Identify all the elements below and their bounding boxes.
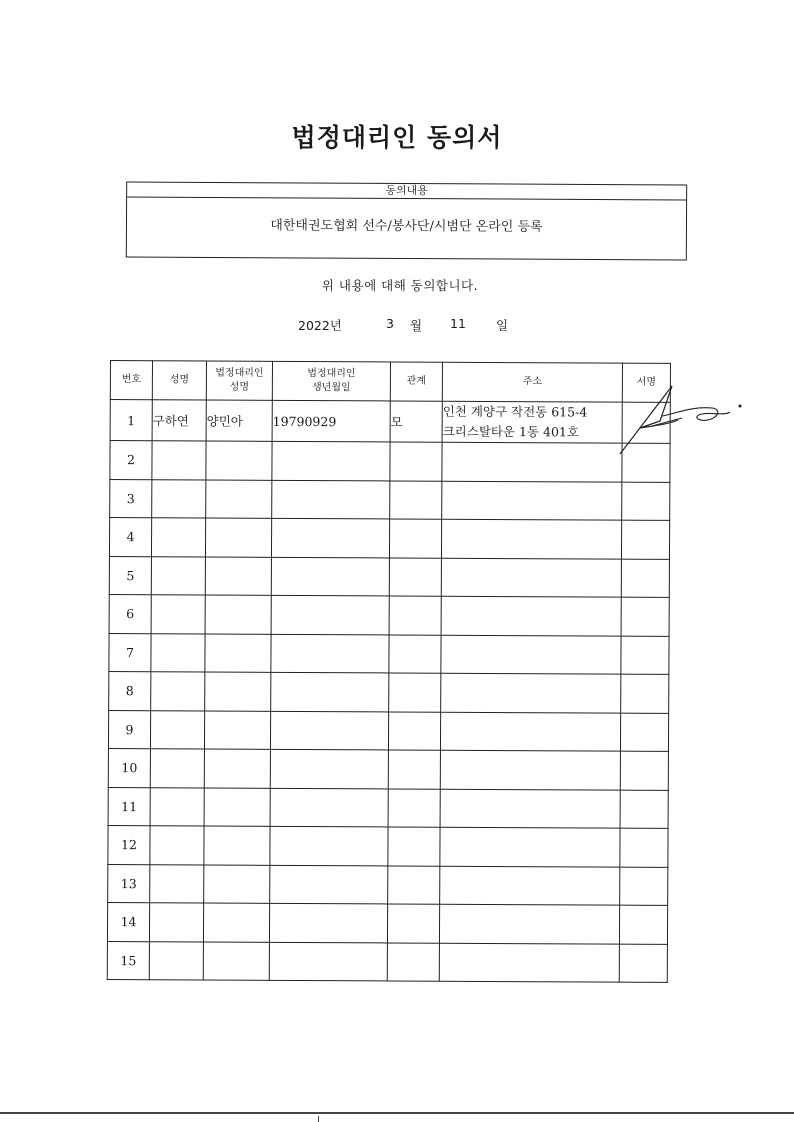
table-row: [108, 864, 668, 905]
cell-guardian-name: [205, 595, 271, 634]
cell-name: [152, 479, 206, 518]
table-row: [108, 748, 668, 789]
cell-name: [149, 941, 203, 980]
cell-guardian-birth: [270, 749, 388, 788]
consent-content-box: [126, 182, 687, 261]
cell-relation: [388, 711, 440, 750]
consent-header: 동의내용: [127, 183, 686, 201]
cell-relation: [390, 480, 442, 519]
cell-relation: [388, 827, 440, 866]
cell-guardian-name: [204, 864, 270, 903]
cell-address: [441, 519, 621, 558]
table-body: [107, 400, 670, 983]
address-line-2: 크리스탈타운 1동 401호: [442, 423, 580, 440]
cell-address: [442, 442, 622, 481]
consent-text: 대한태권도협회 선수/봉사단/시범단 온라인 등록: [270, 218, 543, 235]
table-row: [107, 941, 667, 982]
cell-no: 4: [109, 518, 151, 557]
cell-relation: [388, 788, 440, 827]
header-name: 성명: [152, 361, 206, 400]
cell-signature: [620, 713, 668, 752]
cell-guardian-name: [205, 672, 271, 711]
cell-guardian-name: [203, 941, 269, 980]
cell-address: [440, 712, 620, 751]
cell-no: 10: [108, 748, 150, 787]
cell-name: [150, 787, 204, 826]
cell-no: 12: [108, 825, 150, 864]
header-no: 번호: [110, 361, 152, 400]
cell-guardian-name: [204, 787, 270, 826]
cell-no: 11: [108, 787, 150, 826]
header-relation: 관계: [390, 362, 442, 401]
cell-relation: [387, 904, 439, 943]
cell-no: 5: [109, 556, 151, 595]
cell-name: 구하연: [152, 400, 206, 441]
bottom-edge-tick: [318, 1116, 319, 1122]
table-row: [109, 594, 669, 635]
cell-guardian-name: [204, 749, 270, 788]
date-month-label: 월: [410, 318, 423, 333]
cell-signature: [622, 482, 670, 521]
cell-signature: [620, 790, 668, 829]
cell-signature: [620, 867, 668, 906]
header-signature: 서명: [622, 363, 670, 402]
cell-name: [152, 441, 206, 480]
header-guardian-name-line1: 법정대리인: [215, 367, 264, 379]
cell-relation: [389, 557, 441, 596]
header-guardian-birth-line1: 법정대리인: [307, 368, 356, 380]
cell-address: [442, 401, 622, 443]
header-address: 주소: [442, 362, 622, 402]
cell-signature: [621, 597, 669, 636]
cell-guardian-name: [205, 557, 271, 596]
cell-address: [440, 866, 620, 905]
cell-guardian-birth: [269, 903, 387, 942]
cell-guardian-birth: [271, 595, 389, 634]
cell-no: 1: [110, 400, 152, 441]
cell-name: [151, 672, 205, 711]
cell-signature: [621, 674, 669, 713]
document-title: 법정대리인 동의서: [291, 123, 503, 152]
cell-address: [442, 481, 622, 520]
date-day: 11: [450, 316, 466, 331]
cell-guardian-birth: [271, 634, 389, 673]
cell-guardian-birth: [270, 788, 388, 827]
cell-relation: [389, 596, 441, 635]
cell-guardian-name: [206, 480, 272, 519]
cell-guardian-birth: 19790929: [272, 400, 390, 442]
cell-relation: 모: [390, 401, 442, 442]
cell-address: [441, 596, 621, 635]
bottom-edge-line: [0, 1112, 794, 1114]
cell-name: [151, 595, 205, 634]
table-row: [107, 902, 667, 943]
cell-guardian-birth: [271, 672, 389, 711]
cell-guardian-birth: [271, 557, 389, 596]
cell-name: [150, 749, 204, 788]
table-row: [109, 633, 669, 674]
guardian-table-wrapper: [107, 360, 670, 973]
table-row: [108, 710, 668, 751]
table-row: [108, 787, 668, 828]
cell-guardian-name: [204, 826, 270, 865]
table-row: [109, 671, 669, 712]
cell-name: [151, 556, 205, 595]
table-row: [110, 400, 670, 444]
cell-relation: [388, 750, 440, 789]
cell-relation: [389, 673, 441, 712]
cell-relation: [389, 634, 441, 673]
cell-address: [441, 558, 621, 597]
cell-relation: [387, 942, 439, 981]
address-line-1: 인천 계양구 작전동 615-4: [442, 403, 588, 420]
table-row: [109, 518, 669, 559]
cell-address: [439, 904, 619, 943]
cell-name: [151, 518, 205, 557]
cell-guardian-name: 양민아: [206, 400, 272, 441]
date-month: 3: [386, 316, 394, 331]
cell-guardian-name: [206, 441, 272, 480]
header-guardian-birth-line2: 생년월일: [312, 382, 351, 394]
cell-guardian-name: [205, 634, 271, 673]
cell-signature: [619, 944, 667, 983]
cell-address: [440, 827, 620, 866]
cell-guardian-birth: [270, 826, 388, 865]
guardian-table: [107, 360, 671, 983]
table-row: [110, 479, 670, 520]
cell-no: 9: [108, 710, 150, 749]
cell-address: [440, 789, 620, 828]
table-row: [109, 556, 669, 597]
cell-name: [150, 710, 204, 749]
cell-no: 8: [109, 671, 151, 710]
cell-guardian-birth: [272, 441, 390, 480]
cell-relation: [389, 519, 441, 558]
cell-guardian-birth: [271, 518, 389, 557]
table-row: [110, 441, 670, 482]
cell-relation: [388, 865, 440, 904]
cell-no: 15: [107, 941, 149, 980]
cell-signature: [620, 751, 668, 790]
header-guardian-name: [206, 361, 272, 400]
cell-no: 14: [107, 902, 149, 941]
cell-no: 2: [110, 441, 152, 480]
date-year: 2022년: [298, 318, 342, 333]
cell-signature: [621, 520, 669, 559]
cell-guardian-name: [205, 518, 271, 557]
cell-address: [441, 635, 621, 674]
cell-name: [151, 633, 205, 672]
cell-guardian-name: [203, 903, 269, 942]
cell-name: [150, 826, 204, 865]
cell-relation: [390, 442, 442, 481]
table-header-row: [110, 361, 670, 403]
cell-no: 6: [109, 594, 151, 633]
table-row: [108, 825, 668, 866]
cell-address: [440, 750, 620, 789]
cell-signature: [619, 905, 667, 944]
cell-guardian-name: [204, 711, 270, 750]
cell-no: 7: [109, 633, 151, 672]
date-day-label: 일: [496, 318, 509, 333]
cell-no: 3: [110, 479, 152, 518]
cell-guardian-birth: [270, 865, 388, 904]
cell-guardian-birth: [272, 480, 390, 519]
cell-signature: [621, 636, 669, 675]
signature-mark: [612, 376, 752, 466]
cell-name: [149, 903, 203, 942]
agree-statement: 위 내용에 대해 동의합니다.: [321, 278, 479, 293]
cell-signature: [620, 828, 668, 867]
cell-no: 13: [108, 864, 150, 903]
header-guardian-birth: [272, 361, 390, 401]
header-guardian-name-line2: 성명: [229, 381, 250, 393]
cell-name: [150, 864, 204, 903]
cell-address: [439, 943, 619, 982]
cell-signature: [621, 559, 669, 598]
cell-address: [441, 673, 621, 712]
cell-guardian-birth: [270, 711, 388, 750]
cell-guardian-birth: [269, 942, 387, 981]
